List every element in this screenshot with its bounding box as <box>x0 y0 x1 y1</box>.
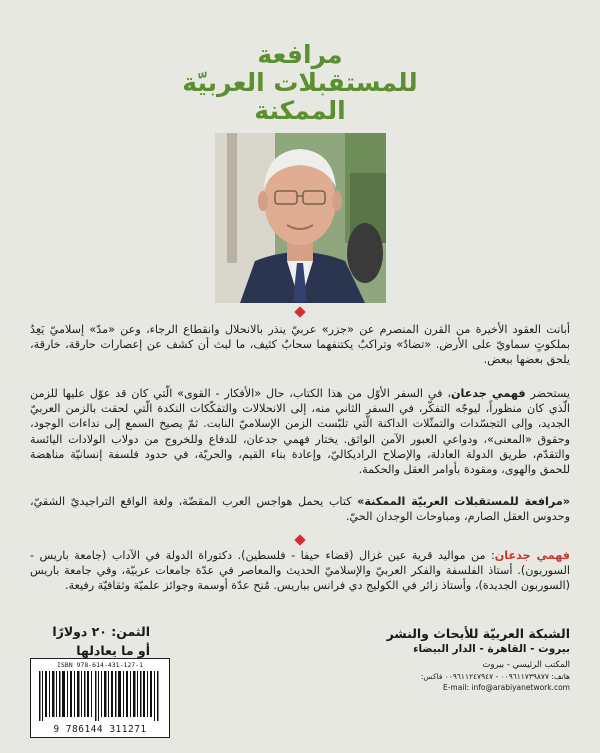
publisher-email[interactable]: E-mail: info@arabiyanetwork.com <box>442 683 570 692</box>
barcode <box>30 658 170 738</box>
blurb-paragraph-1-text: أبانت العقود الأخيرة من القرن المنصرم عن «جزر» عربيّ ينذر بالانحلال وانقطاع الرجاء، وعن «مدّ» إسلاميّ يَعِدُ بملكوتٍ سماويّ على الأرض. «تضادٌ» وتراكبٌ يكتنفهما سحابٌ كثيف، ما لبث أن كشف عن إعصارات حارقة، خارقة، يلحق بعضها ببعض. <box>30 323 570 367</box>
isbn-text: ISBN 978-614-431-127-1 <box>56 661 144 669</box>
author-bio-text: : من مواليد قرية عين غزال (قضاء حيفا - فلسطين). دكتوراة الدولة في الآداب (جامعة باريس - السوربون). أستاذ الفلسفة والفكر العربيّ والإسلاميّ الحديث والمعاصر في عدّة جامعات عربيّة، وفي جامعة باريس (السوربون الجديدة)، وأستاذ زائر في الكوليج دي فرانس بباريس. مُنح عدّة أوسمة وجوائز علميّة وثقافيّة رفيعة. <box>30 549 570 593</box>
blurb-p2-prefix: يستحضر <box>525 387 571 400</box>
author-portrait-icon <box>215 133 386 303</box>
book-title-inline: «مرافعة للمستقبلات العربيّة الممكنة» <box>357 495 570 508</box>
author-bio <box>30 548 570 594</box>
blurb-paragraph-3 <box>30 494 570 524</box>
price-equivalent: أو ما يعادلها <box>76 643 150 658</box>
author-bio-name: فهمي جدعان <box>494 549 570 562</box>
barcode-bars-icon <box>37 671 163 721</box>
price-value: الثمن: ٢٠ دولارًا <box>52 624 150 639</box>
book-title-line-2: للمستقبلات العربيّة <box>182 68 418 97</box>
separator-diamond-1 <box>294 306 305 317</box>
author-photo <box>215 133 386 303</box>
blurb-p2-body: ، في السفر الأوّل من هذا الكتاب، حال «الأفكار - القوى» الّتي كان قد عوّل عليها للزمن الّذي كان منظوراً، ليوجّه التفكّر، في السفر الثاني منه، إلى الانحلالات والتفكّكات النكدة الّتي لحقت بالزمن العربيّ الجديد، وإلى التجسّدات والتمثّلات الداكنة الّتي تلبّست الزمن الإسلاميّ النابت. ثمّ يصيخ السمع إلى نداءات الوجود، وحقوق «المعنى»، ودواعي العبور الآمن الواثق. يختار فهمي جدعان، للدفاع وللخروج من دولاب الولادات اليائسة والتقدّم، طريق الدولة العادلة، والإصلاح الراديكاليّ، وإعادة بناء القيم، والحريّة، في حدود فلسفة إنسانيّة مناهضة للحمق والهوى، ومقودة بأوامر العقل والحكمة. <box>30 387 570 477</box>
publisher-phone: هاتف: ٠٠٩٦١١٧٣٩٨٧٧ - ٠٠٩٦١١٢٤٧٩٤٧ فاكس: <box>420 672 570 681</box>
author-name-inline: فهمي جدعان <box>450 387 526 400</box>
publisher-block <box>365 626 570 693</box>
publisher-office: المكتب الرئيسي - بيروت <box>482 660 570 670</box>
blurb-p3-body: كتاب يحمل هواجس العرب المقضّة، ولغة الواقع التراجيديّ الشقيّ، وحدوس العقل الصارم، ومباوحات الوجدان الحيّ. <box>30 495 570 524</box>
barcode-digits: 9 786144 311271 <box>53 724 147 735</box>
publisher-name: الشبكة العربيّة للأبحاث والنشر <box>386 626 570 641</box>
separator-diamond-2 <box>294 534 305 545</box>
book-title-line-1: مرافعة <box>257 40 343 69</box>
publisher-cities: بيروت - القاهرة - الدار البيضاء <box>413 643 570 655</box>
blurb-paragraph-1 <box>30 322 570 368</box>
book-title-line-3: الممكنة <box>254 96 346 125</box>
blurb-paragraph-2 <box>30 386 570 477</box>
price-block <box>30 622 150 660</box>
